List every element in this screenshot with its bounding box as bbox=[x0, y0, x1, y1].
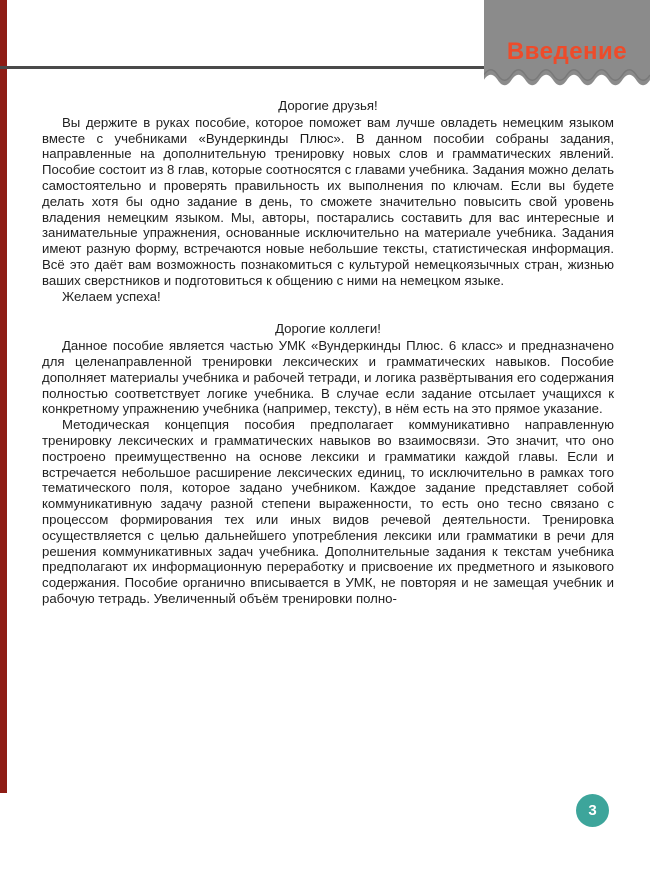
page-content bbox=[42, 98, 614, 607]
paragraph-wish-success: Желаем успеха! bbox=[62, 288, 161, 304]
section-colleagues bbox=[42, 321, 614, 606]
header-rule bbox=[0, 66, 484, 69]
section-heading-friends: Дорогие друзья! bbox=[278, 98, 378, 113]
paragraph-friends-body: Вы держите в руках пособие, которое поможет вам лучше овладеть немецким языком вместе с учебниками «Вундеркинды Плюс». В данном пособии собраны задания, направленные на дополнительную тренировку новых слов и грамматических явлений. Пособие состоит из 8 глав, которые соотносятся с главами учебника. Задания можно делать самостоятельно и проверять правильность их выполнения по ключам. Если вы будете делать хотя бы одно задание в день, то сможете значительно повысить свой уровень владения немецким языком. Мы, авторы, постарались составить для вас интересные и занимательные упражнения, основанные исключительно на материале учебника. Задания имеют разную форму, встречаются новые небольшие тексты, статистическая информация. Всё это даёт вам возможность познакомиться с культурой немецкоязычных стран, жизнью ваших сверстников и подготовиться к общению с ними на немецком языке. bbox=[42, 114, 614, 288]
page-number: 3 bbox=[588, 802, 597, 819]
paragraph-colleagues-intro: Данное пособие является частью УМК «Вундеркинды Плюс. 6 класс» и предназначено для целенаправленной тренировки лексических и грамматических навыков. Пособие дополняет материалы учебника и рабочей тетради, и логика развёртывания его содержания полностью соответствует логике учебника. В случае если задание отсылает учащихся к конкретному упражнению учебника (например, тексту), в нём есть на это прямое указание. bbox=[42, 338, 614, 417]
section-heading-colleagues: Дорогие коллеги! bbox=[275, 321, 381, 337]
paragraph-colleagues-method: Методическая концепция пособия предполагает коммуникативно направленную тренировку лексических и грамматических навыков во взаимосвязи. Это значит, что оно построено преимущественно на основе лексики и грамматики каждой главы. Если и встречается небольшое расширение лексических единиц, то исключительно в рамках того тематического поля, которое задано учебником. Каждое задание представляет собой коммуникативную задачу разной степени выраженности, то есть оно тесно связано с процессом формирования тех или иных видов речевой деятельности. Тренировка осуществляется с целью дальнейшего употребления лексики или грамматики в речи для решения коммуникативных задач учебника. Дополнительные задания к текстам учебника предполагают их информационную переработку и присвоение их предметного и языкового содержания. Пособие органично вписывается в УМК, не повторяя и не замещая учебник и рабочую тетрадь. Увеличенный объём тренировки полно- bbox=[42, 417, 614, 606]
section-friends bbox=[42, 98, 614, 304]
chapter-tab bbox=[484, 0, 650, 92]
spine-strip bbox=[0, 0, 7, 793]
page-number-badge bbox=[576, 794, 609, 827]
chapter-title: Введение bbox=[506, 38, 628, 65]
